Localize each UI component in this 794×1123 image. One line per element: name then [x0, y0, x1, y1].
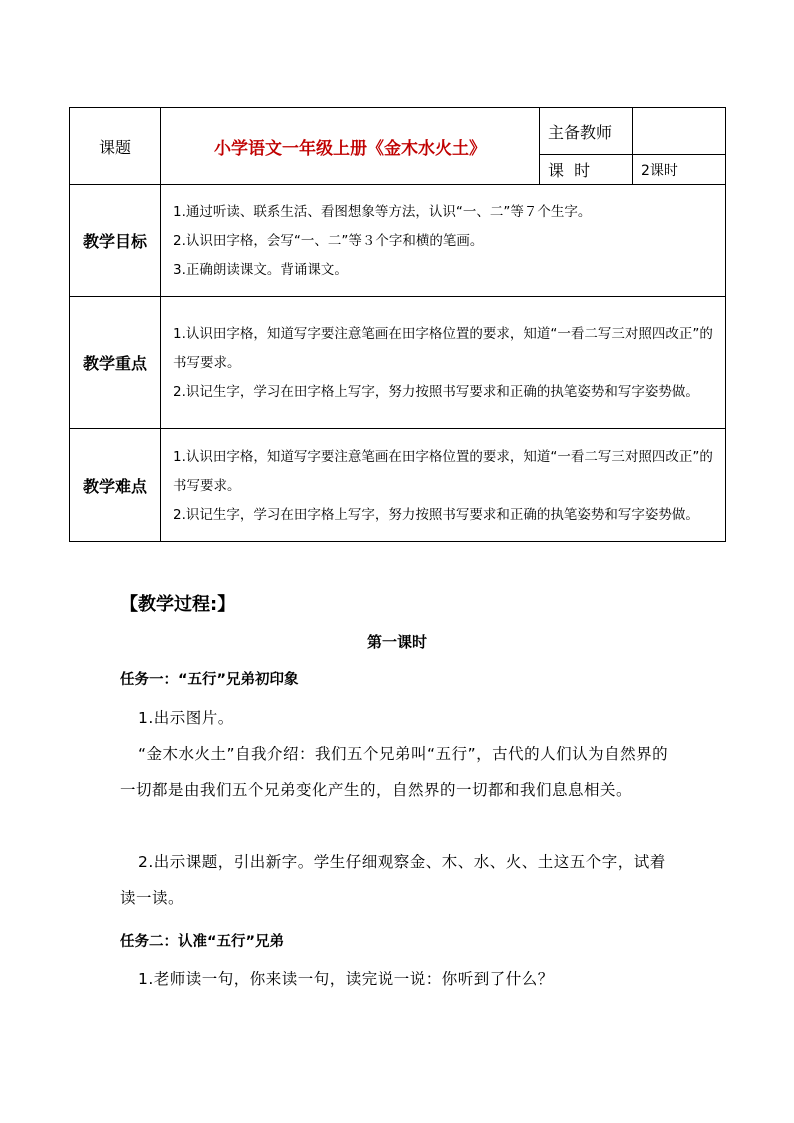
- difficult-points-label: 教学难点: [70, 429, 161, 542]
- goals-content: [161, 185, 726, 297]
- task-two-heading: 任务二：认准“五行”兄弟: [120, 934, 285, 950]
- teacher-label: 主备教师: [540, 108, 633, 155]
- topic-label: 课题: [70, 108, 161, 185]
- key-point-item: 2.识记生字，学习在田字格上写字，努力按照书写要求和正确的执笔姿势和写字姿势做。: [173, 384, 699, 400]
- difficult-points-content: [161, 429, 726, 542]
- lesson-plan-table: [69, 107, 726, 542]
- task-one-step-2: 2.出示课题，引出新字。学生仔细观察金、木、水、火、土这五个字，试着读一读。: [120, 853, 666, 907]
- topic-title: 小学语文一年级上册《金木水火土》: [161, 108, 540, 185]
- period-value: 2课时: [633, 155, 726, 185]
- goal-item: 1.通过听读、联系生活、看图想象等方法，认识“一、二”等７个生字。: [173, 204, 592, 220]
- goal-item: 3.正确朗读课文。背诵课文。: [173, 262, 348, 278]
- period-label: 课 时: [540, 155, 633, 185]
- task-one-paragraph: “金木水火土”自我介绍：我们五个兄弟叫“五行”，古代的人们认为自然界的一切都是由我们五个兄弟变化产生的，自然界的一切都和我们息息相关。: [120, 745, 669, 799]
- key-points-label: 教学重点: [70, 297, 161, 429]
- task-one-heading: 任务一：“五行”兄弟初印象: [120, 672, 299, 688]
- difficult-point-item: 2.识记生字，学习在田字格上写字，努力按照书写要求和正确的执笔姿势和写字姿势做。: [173, 506, 699, 523]
- goals-label: 教学目标: [70, 185, 161, 297]
- goal-item: 2.认识田字格，会写“一、二”等３个字和横的笔画。: [173, 233, 484, 249]
- task-one-step-1: 1.出示图片。: [138, 709, 234, 727]
- key-point-item: 1.认识田字格，知道写字要注意笔画在田字格位置的要求，知道“一看二写三对照四改正”的书写要求。: [173, 326, 713, 371]
- difficult-point-item: 1.认识田字格，知道写字要注意笔画在田字格位置的要求，知道“一看二写三对照四改正”的书写要求。: [173, 448, 713, 494]
- task-two-step-1: 1.老师读一句，你来读一句，读完说一说：你听到了什么？: [138, 970, 554, 988]
- process-heading: 【教学过程:】: [120, 594, 236, 615]
- teacher-value: [633, 108, 726, 155]
- key-points-content: [161, 297, 726, 429]
- lesson-title: 第一课时: [366, 633, 427, 651]
